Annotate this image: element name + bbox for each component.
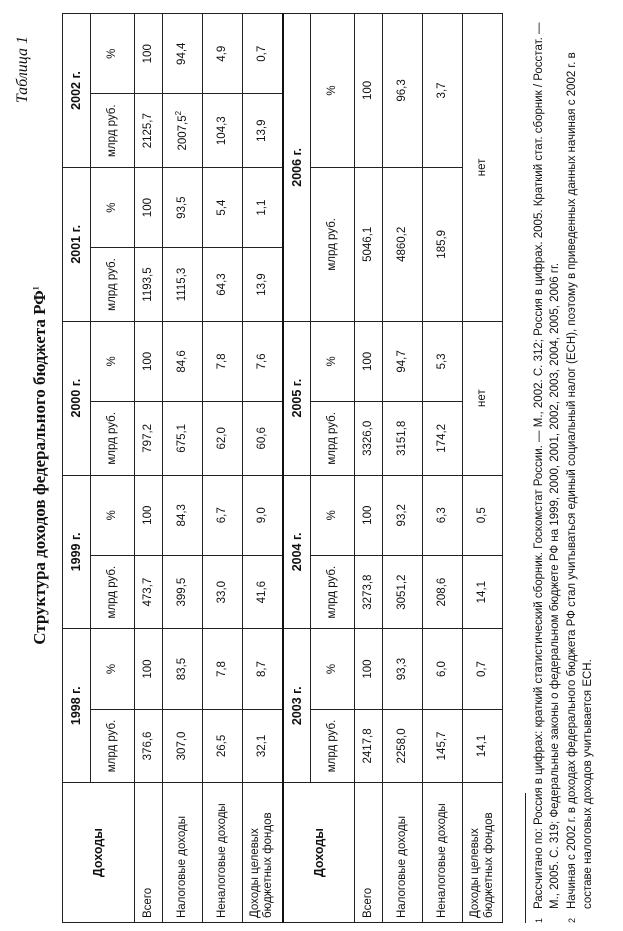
cell: 1193,5: [135, 248, 163, 321]
cell: 307,0: [163, 709, 203, 782]
cell: 41,6: [243, 555, 283, 628]
unit-amount: млрд руб.: [91, 402, 135, 475]
table1-row: [243, 14, 283, 923]
cell: 376,6: [135, 709, 163, 782]
table2-row: [383, 14, 423, 923]
unit-pct: %: [91, 321, 135, 401]
footnotes: [525, 11, 598, 923]
cell: 6,7: [203, 475, 243, 555]
table2-year: 2003 г.: [283, 629, 311, 783]
cell: 3,7: [423, 14, 463, 168]
cell: 100: [135, 475, 163, 555]
cell: 1,1: [243, 167, 283, 247]
cell: 94,7: [383, 321, 423, 401]
table1-row: [135, 14, 163, 923]
table2-row-header: Доходы: [283, 783, 355, 923]
unit-pct: %: [91, 167, 135, 247]
cell: 2125,7: [135, 94, 163, 167]
table1-year: 1998 г.: [63, 629, 91, 783]
footnote-text: Рассчитано по: Россия в цифрах: краткий статистический сборник. Госкомстат России. — М., 2002. С. 312; Россия в цифрах. 2005. Краткий стат. сборник / Росстат. — М., 2005. С. 319; Федеральные законы о федеральном бюджете РФ на 1999, 2000, 2001, 2002, 2003, 2004, 2005, 2006 гг.: [533, 22, 561, 909]
unit-amount: млрд руб.: [91, 709, 135, 782]
cell-value: 2007,5: [177, 115, 190, 151]
cell: 0,7: [463, 629, 503, 709]
cell: 7,8: [203, 321, 243, 401]
table2-row: [423, 14, 463, 923]
cell: 7,8: [203, 629, 243, 709]
unit-amount: млрд руб.: [91, 555, 135, 628]
cell: 100: [135, 14, 163, 95]
footnote-divider: [525, 793, 526, 923]
unit-amount: млрд руб.: [91, 248, 135, 321]
footnote: [532, 11, 563, 923]
footnote: [565, 11, 596, 923]
cell: 3051,2: [383, 555, 423, 628]
cell: 14,1: [463, 555, 503, 628]
unit-pct: %: [91, 14, 135, 95]
row-label: Налоговые доходы: [383, 783, 423, 923]
unit-pct: %: [91, 629, 135, 709]
revenue-table: [62, 13, 503, 923]
unit-amount: млрд руб.: [311, 709, 355, 782]
cell: 1115,3: [163, 248, 203, 321]
footnote-number: 2: [567, 917, 578, 923]
cell: 0,7: [243, 14, 283, 95]
cell: 14,1: [463, 709, 503, 782]
table2-year: 2004 г.: [283, 475, 311, 629]
cell: 26,5: [203, 709, 243, 782]
table-caption: Таблица 1: [14, 36, 31, 104]
row-label: Всего: [135, 783, 163, 923]
footnote-text: Начиная с 2002 г. в доходах федерального бюджета РФ стал учитываться единый социальный налог (ЕСН), поэтому в приведенных данных начиная с 2002 г. в составе налоговых доходов учитывается ЕСН.: [566, 52, 594, 909]
cell: 100: [355, 629, 383, 709]
unit-pct: %: [311, 321, 355, 401]
table1-year: 2001 г.: [63, 167, 91, 321]
unit-pct: %: [91, 475, 135, 555]
cell: 84,6: [163, 321, 203, 401]
row-label: Доходы целевых бюджетных фондов: [243, 783, 283, 923]
table2-year: 2005 г.: [283, 321, 311, 475]
table2-header-years: [283, 14, 311, 923]
unit-pct: %: [311, 14, 355, 168]
cell: 64,3: [203, 248, 243, 321]
cell: 3273,8: [355, 555, 383, 628]
cell: 208,6: [423, 555, 463, 628]
cell: 5046,1: [355, 167, 383, 321]
cell: 6,3: [423, 475, 463, 555]
table2-row: [463, 14, 503, 923]
page-title: [30, 0, 50, 931]
unit-pct: %: [311, 629, 355, 709]
title-footnote-ref: 1: [31, 286, 41, 291]
table1-header-years: [63, 14, 91, 923]
cell: 185,9: [423, 167, 463, 321]
unit-amount: млрд руб.: [311, 167, 355, 321]
cell: 83,5: [163, 629, 203, 709]
cell: 94,4: [163, 14, 203, 95]
cell: 5,3: [423, 321, 463, 401]
cell: 8,7: [243, 629, 283, 709]
cell: 145,7: [423, 709, 463, 782]
table2-row: [355, 14, 383, 923]
cell: 100: [355, 321, 383, 401]
cell: 32,1: [243, 709, 283, 782]
row-label: Неналоговые доходы: [203, 783, 243, 923]
footnote-number: 1: [534, 917, 544, 923]
cell: 0,5: [463, 475, 503, 555]
unit-amount: млрд руб.: [311, 402, 355, 475]
cell: 33,0: [203, 555, 243, 628]
row-label: Налоговые доходы: [163, 783, 203, 923]
unit-pct: %: [311, 475, 355, 555]
cell: 100: [135, 167, 163, 247]
cell: 62,0: [203, 402, 243, 475]
cell: нет: [463, 14, 503, 322]
cell: 473,7: [135, 555, 163, 628]
table1-year: 2000 г.: [63, 321, 91, 475]
cell: 5,4: [203, 167, 243, 247]
cell: нет: [463, 321, 503, 475]
cell: 7,6: [243, 321, 283, 401]
cell: 2417,8: [355, 709, 383, 782]
cell: 4,9: [203, 14, 243, 95]
cell: 96,3: [383, 14, 423, 168]
table1-row: [163, 14, 203, 923]
cell: 174,2: [423, 402, 463, 475]
cell: [163, 94, 203, 167]
row-label: Неналоговые доходы: [423, 783, 463, 923]
cell: 84,3: [163, 475, 203, 555]
table1-row: [203, 14, 243, 923]
cell: 100: [355, 14, 383, 168]
cell: 100: [355, 475, 383, 555]
cell: 797,2: [135, 402, 163, 475]
cell: 9,0: [243, 475, 283, 555]
cell: 93,2: [383, 475, 423, 555]
table2-year: 2006 г.: [283, 14, 311, 322]
cell: 93,3: [383, 629, 423, 709]
cell: 2258,0: [383, 709, 423, 782]
cell: 100: [135, 321, 163, 401]
table1-year: 2002 г.: [63, 14, 91, 168]
cell: 3151,8: [383, 402, 423, 475]
footnote-ref: 2: [174, 110, 184, 116]
cell: 93,5: [163, 167, 203, 247]
cell: 6,0: [423, 629, 463, 709]
cell: 675,1: [163, 402, 203, 475]
title-text: Структура доходов федерального бюджета РФ: [30, 290, 49, 645]
row-label: Всего: [355, 783, 383, 923]
unit-amount: млрд руб.: [91, 94, 135, 167]
unit-amount: млрд руб.: [311, 555, 355, 628]
cell: 13,9: [243, 248, 283, 321]
cell: 399,5: [163, 555, 203, 628]
cell: 13,9: [243, 94, 283, 167]
cell: 104,3: [203, 94, 243, 167]
table1-row-header: Доходы: [63, 783, 135, 923]
cell: 100: [135, 629, 163, 709]
cell: 60,6: [243, 402, 283, 475]
row-label: Доходы целевых бюджетных фондов: [463, 783, 503, 923]
cell: 3326,0: [355, 402, 383, 475]
cell: 4860,2: [383, 167, 423, 321]
table1-year: 1999 г.: [63, 475, 91, 629]
